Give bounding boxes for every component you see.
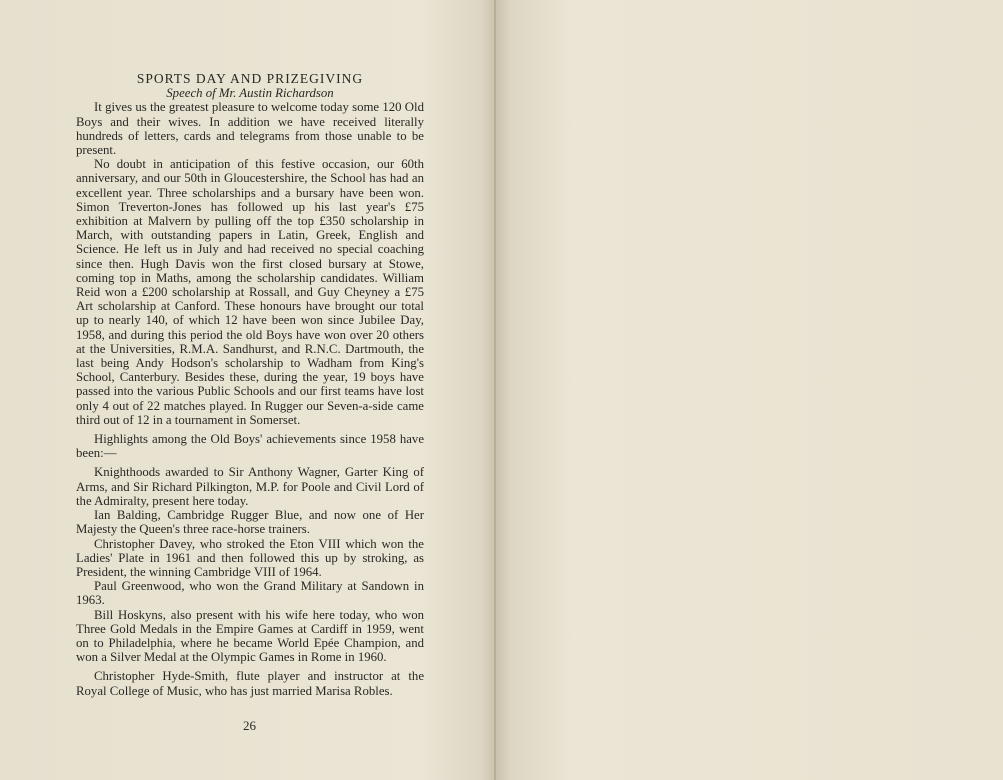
left-text-column [76,72,424,698]
left-page [0,0,496,780]
paragraph: Paul Greenwood, who won the Grand Military at Sandown in 1963. [76,579,424,608]
paragraph: It gives us the greatest pleasure to welcome today some 120 Old Boys and their wives. In addition we have received literally hundreds of letters, cards and telegrams from those unable to be present. [76,100,424,158]
paragraph: No doubt in anticipation of this festive occasion, our 60th anniversary, and our 50th in Gloucestershire, the School has had an excellent year. Three scholarships and a bursary have been won. Simon Treverton-Jones has followed up his last year's £75 exhibition at Malvern by pulling off the top £350 scholarship in March, with outstanding papers in Latin, Greek, English and Science. He left us in July and had received no special coaching since then. Hugh Davis won the first closed bursary at Stowe, coming top in Maths, among the scholarship candidates. William Reid won a £200 scholarship at Rossall, and Guy Cheyney a £75 Art scholarship at Canford. These honours have brought our total up to nearly 140, of which 12 have been won since Jubilee Day, 1958, and during this period the old Boys have won over 20 others at the Universities, R.M.A. Sandhurst, and R.N.C. Dartmouth, the last being Andy Hodson's scholarship to Wadham from King's School, Canterbury. Besides these, during the year, 19 boys have passed into the various Public Schools and our first teams have lost only 4 out of 22 matches played. In Rugger our Seven-a-side came third out of 12 in a tournament in Somerset. [76,157,424,427]
paragraph: Christopher Davey, who stroked the Eton VIII which won the Ladies' Plate in 1961 and then followed this up by stroking, as President, the winning Cambridge VIII of 1964. [76,536,424,579]
paragraph: Christopher Hyde-Smith, flute player and instructor at the Royal College of Music, who has just married Marisa Robles. [76,669,424,698]
right-page [496,0,1003,780]
paragraph: Highlights among the Old Boys' achievements since 1958 have been:— [76,432,424,461]
paragraph: Knighthoods awarded to Sir Anthony Wagner, Garter King of Arms, and Sir Richard Pilkington, M.P. for Poole and Civil Lord of the Admiralty, present here today. [76,465,424,508]
paragraph: Bill Hoskyns, also present with his wife here today, who won Three Gold Medals in the Empire Games at Cardiff in 1959, went on to Philadelphia, where he became World Epée Champion, and won a Silver Medal at the Olympic Games in Rome in 1960. [76,607,424,665]
page-title: SPORTS DAY AND PRIZEGIVING [136,71,364,86]
speech-subtitle: Speech of Mr. Austin Richardson [166,86,334,101]
paragraph: Ian Balding, Cambridge Rugger Blue, and now one of Her Majesty the Queen's three race-horse trainers. [76,508,424,537]
page-number-left: 26 [243,718,256,733]
